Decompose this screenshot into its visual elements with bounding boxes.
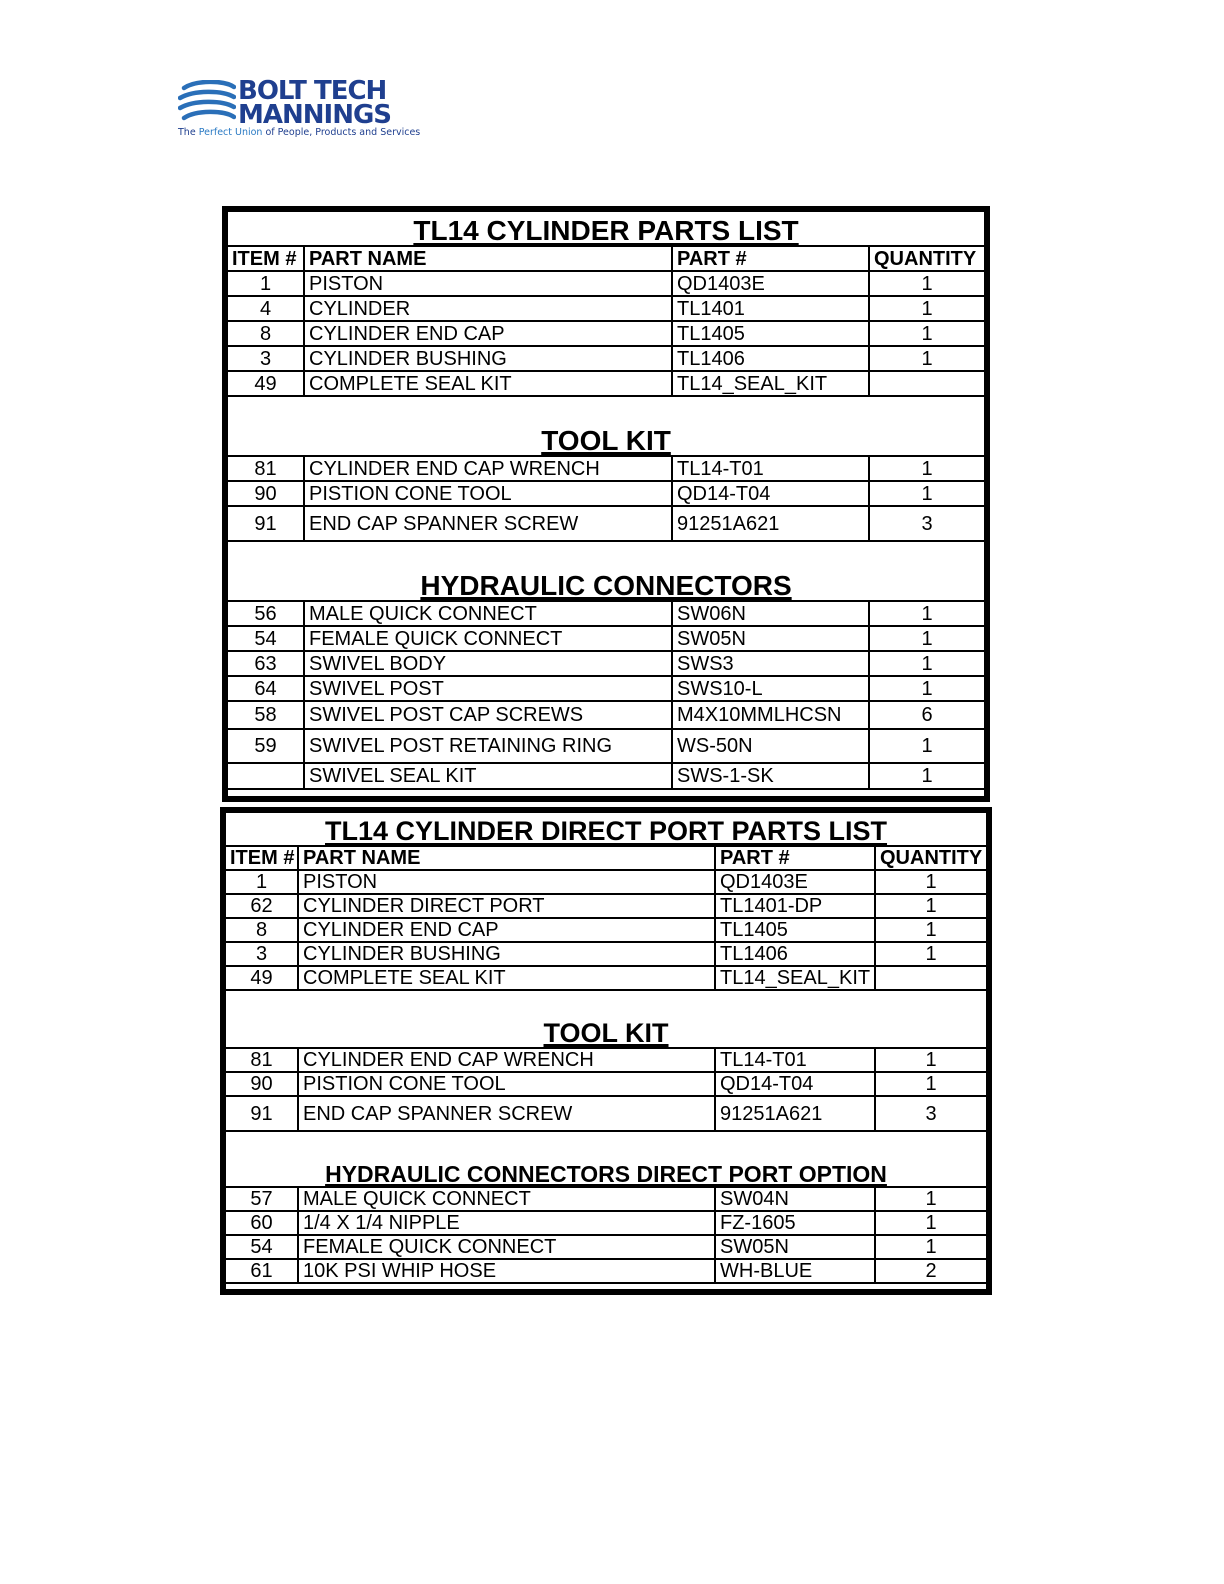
table-row: 91 END CAP SPANNER SCREW 91251A621 3 [226,1096,986,1131]
col-header-item: ITEM # [228,246,304,271]
logo-line-1: BOLT TECH [238,76,387,106]
col-header-item: ITEM # [226,846,298,870]
logo-line-2: MANNINGS [238,100,392,130]
section-title-hydraulic: HYDRAULIC CONNECTORS DIRECT PORT OPTION [325,1161,887,1187]
table-row: 90 PISTION CONE TOOL QD14-T04 1 [226,1072,986,1096]
table-row: SWIVEL SEAL KIT SWS-1-SK 1 [228,763,984,789]
table-title: TL14 CYLINDER DIRECT PORT PARTS LIST [325,816,888,846]
table-title: TL14 CYLINDER PARTS LIST [413,215,799,246]
table-row: 1 PISTON QD1403E 1 [226,870,986,894]
table-row: 1 PISTON QD1403E 1 [228,271,984,296]
table-row: 91 END CAP SPANNER SCREW 91251A621 3 [228,506,984,541]
table-row: 8 CYLINDER END CAP TL1405 1 [228,321,984,346]
col-header-part-name: PART NAME [304,246,672,271]
table-row: 58 SWIVEL POST CAP SCREWS M4X10MMLHCSN 6 [228,701,984,729]
table-row: 49 COMPLETE SEAL KIT TL14_SEAL_KIT [226,966,986,990]
direct-port-parts-list-table [220,807,992,1295]
table-row: 54 FEMALE QUICK CONNECT SW05N 1 [226,1235,986,1259]
table-row: 62 CYLINDER DIRECT PORT TL1401-DP 1 [226,894,986,918]
company-logo [178,76,421,140]
table-row: 61 10K PSI WHIP HOSE WH-BLUE 2 [226,1259,986,1283]
col-header-part-no: PART # [715,846,875,870]
table-row: 3 CYLINDER BUSHING TL1406 1 [226,942,986,966]
table-row: 3 CYLINDER BUSHING TL1406 1 [228,346,984,371]
section-row-hydraulic [226,1131,986,1187]
section-title-tool-kit: TOOL KIT [541,425,671,456]
table-row: 8 CYLINDER END CAP TL1405 1 [226,918,986,942]
table-row: 90 PISTION CONE TOOL QD14-T04 1 [228,481,984,506]
col-header-quantity: QUANTITY [875,846,986,870]
table-title-row [226,813,986,846]
table-title-row [228,212,984,246]
table-row: 54 FEMALE QUICK CONNECT SW05N 1 [228,626,984,651]
section-title-hydraulic: HYDRAULIC CONNECTORS [420,570,792,601]
table-row: 57 MALE QUICK CONNECT SW04N 1 [226,1187,986,1211]
header-row [228,246,984,271]
table-row: 59 SWIVEL POST RETAINING RING WS-50N 1 [228,729,984,763]
table-row: 64 SWIVEL POST SWS10-L 1 [228,676,984,701]
parts-list-grid [228,212,984,790]
col-header-part-name: PART NAME [298,846,715,870]
section-row-tool-kit [228,396,984,456]
logo-tagline: The Perfect Union of People, Products and Services [178,127,421,138]
table-row: 4 CYLINDER TL1401 1 [228,296,984,321]
table-row: 63 SWIVEL BODY SWS3 1 [228,651,984,676]
table-row: 56 MALE QUICK CONNECT SW06N 1 [228,601,984,626]
col-header-quantity: QUANTITY [869,246,984,271]
table-row: 81 CYLINDER END CAP WRENCH TL14-T01 1 [226,1048,986,1072]
section-title-tool-kit: TOOL KIT [543,1018,669,1048]
section-row-hydraulic [228,541,984,601]
table-row: 60 1/4 X 1/4 NIPPLE FZ-1605 1 [226,1211,986,1235]
col-header-part-no: PART # [672,246,869,271]
table-row: 49 COMPLETE SEAL KIT TL14_SEAL_KIT [228,371,984,396]
header-row [226,846,986,870]
spring-coil-icon [178,80,236,126]
direct-port-parts-grid [226,813,986,1284]
parts-list-table [222,206,990,802]
table-row: 81 CYLINDER END CAP WRENCH TL14-T01 1 [228,456,984,481]
section-row-tool-kit [226,990,986,1048]
